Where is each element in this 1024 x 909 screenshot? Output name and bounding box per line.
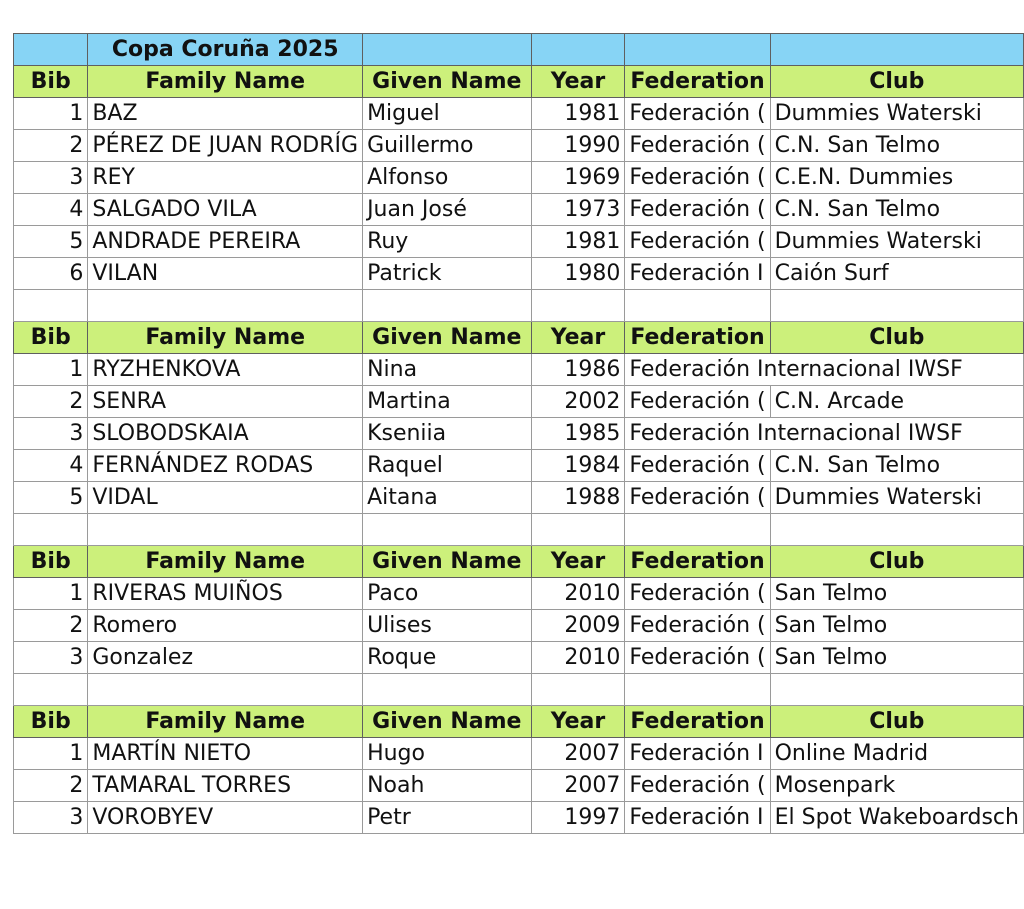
- year-cell[interactable]: 1973: [531, 194, 625, 226]
- empty-cell[interactable]: [625, 290, 770, 322]
- bib-cell[interactable]: 2: [14, 770, 88, 802]
- bib-cell[interactable]: 2: [14, 386, 88, 418]
- federation-cell[interactable]: Federación (: [625, 770, 770, 802]
- club-cell[interactable]: C.N. San Telmo: [770, 130, 1023, 162]
- empty-cell[interactable]: [88, 514, 363, 546]
- family-name-cell[interactable]: SLOBODSKAIA: [88, 418, 363, 450]
- federation-cell[interactable]: Federación (: [625, 194, 770, 226]
- family-name-cell[interactable]: VOROBYEV: [88, 802, 363, 834]
- family-name-cell[interactable]: REY: [88, 162, 363, 194]
- header-family-name[interactable]: Family Name: [88, 706, 363, 738]
- empty-cell[interactable]: [625, 674, 770, 706]
- table-row: [14, 482, 1024, 514]
- empty-cell[interactable]: [770, 674, 1023, 706]
- year-cell[interactable]: 1984: [531, 450, 625, 482]
- table-row: [14, 354, 1024, 386]
- bib-cell[interactable]: 2: [14, 130, 88, 162]
- year-cell[interactable]: 2002: [531, 386, 625, 418]
- header-given-name[interactable]: Given Name: [363, 706, 532, 738]
- given-name-cell[interactable]: Ulises: [363, 610, 532, 642]
- header-bib[interactable]: Bib: [14, 546, 88, 578]
- club-cell[interactable]: Dummies Waterski: [770, 226, 1023, 258]
- header-federation[interactable]: Federation: [625, 706, 770, 738]
- title-row: [14, 34, 1024, 66]
- bib-cell[interactable]: 3: [14, 642, 88, 674]
- blank-row: [14, 514, 1024, 546]
- table-row: [14, 386, 1024, 418]
- empty-cell[interactable]: [531, 514, 625, 546]
- empty-cell[interactable]: [88, 290, 363, 322]
- table-row: [14, 418, 1024, 450]
- family-name-cell[interactable]: Romero: [88, 610, 363, 642]
- family-name-cell[interactable]: BAZ: [88, 98, 363, 130]
- header-family-name[interactable]: Family Name: [88, 66, 363, 98]
- empty-cell[interactable]: [770, 290, 1023, 322]
- family-name-cell[interactable]: ANDRADE PEREIRA: [88, 226, 363, 258]
- family-name-cell[interactable]: VILAN: [88, 258, 363, 290]
- given-name-cell[interactable]: Raquel: [363, 450, 532, 482]
- bib-cell[interactable]: 3: [14, 802, 88, 834]
- family-name-cell[interactable]: RYZHENKOVA: [88, 354, 363, 386]
- header-club[interactable]: Club: [770, 706, 1023, 738]
- empty-cell[interactable]: [770, 514, 1023, 546]
- family-name-cell[interactable]: VIDAL: [88, 482, 363, 514]
- blank-row: [14, 290, 1024, 322]
- family-name-cell[interactable]: TAMARAL TORRES: [88, 770, 363, 802]
- federation-cell[interactable]: Federación (: [625, 450, 770, 482]
- year-cell[interactable]: 2007: [531, 770, 625, 802]
- year-cell[interactable]: 2009: [531, 610, 625, 642]
- header-family-name[interactable]: Family Name: [88, 546, 363, 578]
- bib-cell[interactable]: 5: [14, 226, 88, 258]
- federation-cell[interactable]: Federación Internacional IWSF: [625, 418, 1024, 450]
- header-bib[interactable]: Bib: [14, 66, 88, 98]
- header-year[interactable]: Year: [531, 706, 625, 738]
- club-cell[interactable]: C.N. San Telmo: [770, 450, 1023, 482]
- header-row: [14, 706, 1024, 738]
- bib-cell[interactable]: 1: [14, 354, 88, 386]
- spreadsheet-body: [14, 34, 1024, 834]
- year-cell[interactable]: 2007: [531, 738, 625, 770]
- year-cell[interactable]: 1980: [531, 258, 625, 290]
- family-name-cell[interactable]: Gonzalez: [88, 642, 363, 674]
- header-row: [14, 322, 1024, 354]
- cell[interactable]: [625, 34, 770, 66]
- header-year[interactable]: Year: [531, 546, 625, 578]
- table-row: [14, 610, 1024, 642]
- table-row: [14, 162, 1024, 194]
- header-club[interactable]: Club: [770, 322, 1023, 354]
- header-club[interactable]: Club: [770, 546, 1023, 578]
- federation-cell[interactable]: Federación (: [625, 642, 770, 674]
- header-bib[interactable]: Bib: [14, 706, 88, 738]
- table-row: [14, 450, 1024, 482]
- empty-cell[interactable]: [88, 674, 363, 706]
- club-cell[interactable]: C.N. San Telmo: [770, 194, 1023, 226]
- empty-cell[interactable]: [363, 514, 532, 546]
- club-cell[interactable]: San Telmo: [770, 642, 1023, 674]
- club-cell[interactable]: C.N. Arcade: [770, 386, 1023, 418]
- table-row: [14, 130, 1024, 162]
- blank-row: [14, 674, 1024, 706]
- bib-cell[interactable]: 1: [14, 578, 88, 610]
- family-name-cell[interactable]: PÉREZ DE JUAN RODRÍG: [88, 130, 363, 162]
- family-name-cell[interactable]: RIVERAS MUIÑOS: [88, 578, 363, 610]
- club-cell[interactable]: Mosenpark: [770, 770, 1023, 802]
- federation-cell[interactable]: Federación (: [625, 98, 770, 130]
- bib-cell[interactable]: 4: [14, 194, 88, 226]
- given-name-cell[interactable]: Roque: [363, 642, 532, 674]
- title-cell[interactable]: Copa Coruña 2025: [88, 34, 363, 66]
- federation-cell[interactable]: Federación (: [625, 578, 770, 610]
- header-family-name[interactable]: Family Name: [88, 322, 363, 354]
- cell[interactable]: [363, 34, 532, 66]
- year-cell[interactable]: 1986: [531, 354, 625, 386]
- given-name-cell[interactable]: Ruy: [363, 226, 532, 258]
- given-name-cell[interactable]: Guillermo: [363, 130, 532, 162]
- table-row: [14, 578, 1024, 610]
- empty-cell[interactable]: [14, 674, 88, 706]
- header-year[interactable]: Year: [531, 322, 625, 354]
- table-row: [14, 194, 1024, 226]
- club-cell[interactable]: C.E.N. Dummies: [770, 162, 1023, 194]
- bib-cell[interactable]: 1: [14, 738, 88, 770]
- federation-cell[interactable]: Federación (: [625, 162, 770, 194]
- club-cell[interactable]: Dummies Waterski: [770, 98, 1023, 130]
- club-cell[interactable]: El Spot Wakeboardsch: [770, 802, 1023, 834]
- header-club[interactable]: Club: [770, 66, 1023, 98]
- club-cell[interactable]: Dummies Waterski: [770, 482, 1023, 514]
- given-name-cell[interactable]: Petr: [363, 802, 532, 834]
- federation-cell[interactable]: Federación (: [625, 482, 770, 514]
- table-row: [14, 802, 1024, 834]
- club-cell[interactable]: San Telmo: [770, 610, 1023, 642]
- given-name-cell[interactable]: Nina: [363, 354, 532, 386]
- header-given-name[interactable]: Given Name: [363, 66, 532, 98]
- given-name-cell[interactable]: Paco: [363, 578, 532, 610]
- given-name-cell[interactable]: Martina: [363, 386, 532, 418]
- family-name-cell[interactable]: FERNÁNDEZ RODAS: [88, 450, 363, 482]
- cell[interactable]: [770, 34, 1023, 66]
- given-name-cell[interactable]: Aitana: [363, 482, 532, 514]
- given-name-cell[interactable]: Hugo: [363, 738, 532, 770]
- bib-cell[interactable]: 2: [14, 610, 88, 642]
- empty-cell[interactable]: [14, 514, 88, 546]
- year-cell[interactable]: 1969: [531, 162, 625, 194]
- header-given-name[interactable]: Given Name: [363, 546, 532, 578]
- table-row: [14, 738, 1024, 770]
- table-row: [14, 98, 1024, 130]
- empty-cell[interactable]: [625, 514, 770, 546]
- empty-cell[interactable]: [363, 290, 532, 322]
- family-name-cell[interactable]: MARTÍN NIETO: [88, 738, 363, 770]
- header-bib[interactable]: Bib: [14, 322, 88, 354]
- spreadsheet-table: [13, 33, 1024, 834]
- year-cell[interactable]: 1990: [531, 130, 625, 162]
- header-row: [14, 66, 1024, 98]
- header-year[interactable]: Year: [531, 66, 625, 98]
- table-row: [14, 226, 1024, 258]
- cell[interactable]: [531, 34, 625, 66]
- federation-cell[interactable]: Federación (: [625, 130, 770, 162]
- bib-cell[interactable]: 3: [14, 162, 88, 194]
- bib-cell[interactable]: 5: [14, 482, 88, 514]
- given-name-cell[interactable]: Miguel: [363, 98, 532, 130]
- year-cell[interactable]: 1997: [531, 802, 625, 834]
- empty-cell[interactable]: [363, 674, 532, 706]
- federation-cell[interactable]: Federación I: [625, 258, 770, 290]
- federation-cell[interactable]: Federación I: [625, 802, 770, 834]
- header-federation[interactable]: Federation: [625, 546, 770, 578]
- bib-cell[interactable]: 6: [14, 258, 88, 290]
- year-cell[interactable]: 2010: [531, 642, 625, 674]
- given-name-cell[interactable]: Patrick: [363, 258, 532, 290]
- header-row: [14, 546, 1024, 578]
- federation-cell[interactable]: Federación (: [625, 226, 770, 258]
- federation-cell[interactable]: Federación (: [625, 610, 770, 642]
- table-row: [14, 258, 1024, 290]
- cell[interactable]: [14, 34, 88, 66]
- bib-cell[interactable]: 3: [14, 418, 88, 450]
- table-row: [14, 770, 1024, 802]
- year-cell[interactable]: 1985: [531, 418, 625, 450]
- table-row: [14, 642, 1024, 674]
- given-name-cell[interactable]: Noah: [363, 770, 532, 802]
- federation-cell[interactable]: Federación Internacional IWSF: [625, 354, 1024, 386]
- given-name-cell[interactable]: Alfonso: [363, 162, 532, 194]
- family-name-cell[interactable]: SALGADO VILA: [88, 194, 363, 226]
- year-cell[interactable]: 2010: [531, 578, 625, 610]
- empty-cell[interactable]: [531, 674, 625, 706]
- family-name-cell[interactable]: SENRA: [88, 386, 363, 418]
- given-name-cell[interactable]: Kseniia: [363, 418, 532, 450]
- header-given-name[interactable]: Given Name: [363, 322, 532, 354]
- club-cell[interactable]: San Telmo: [770, 578, 1023, 610]
- bib-cell[interactable]: 1: [14, 98, 88, 130]
- club-cell[interactable]: Online Madrid: [770, 738, 1023, 770]
- header-federation[interactable]: Federation: [625, 322, 770, 354]
- federation-cell[interactable]: Federación I: [625, 738, 770, 770]
- club-cell[interactable]: Caión Surf: [770, 258, 1023, 290]
- bib-cell[interactable]: 4: [14, 450, 88, 482]
- header-federation[interactable]: Federation: [625, 66, 770, 98]
- year-cell[interactable]: 1988: [531, 482, 625, 514]
- empty-cell[interactable]: [14, 290, 88, 322]
- federation-cell[interactable]: Federación (: [625, 386, 770, 418]
- empty-cell[interactable]: [531, 290, 625, 322]
- year-cell[interactable]: 1981: [531, 226, 625, 258]
- given-name-cell[interactable]: Juan José: [363, 194, 532, 226]
- year-cell[interactable]: 1981: [531, 98, 625, 130]
